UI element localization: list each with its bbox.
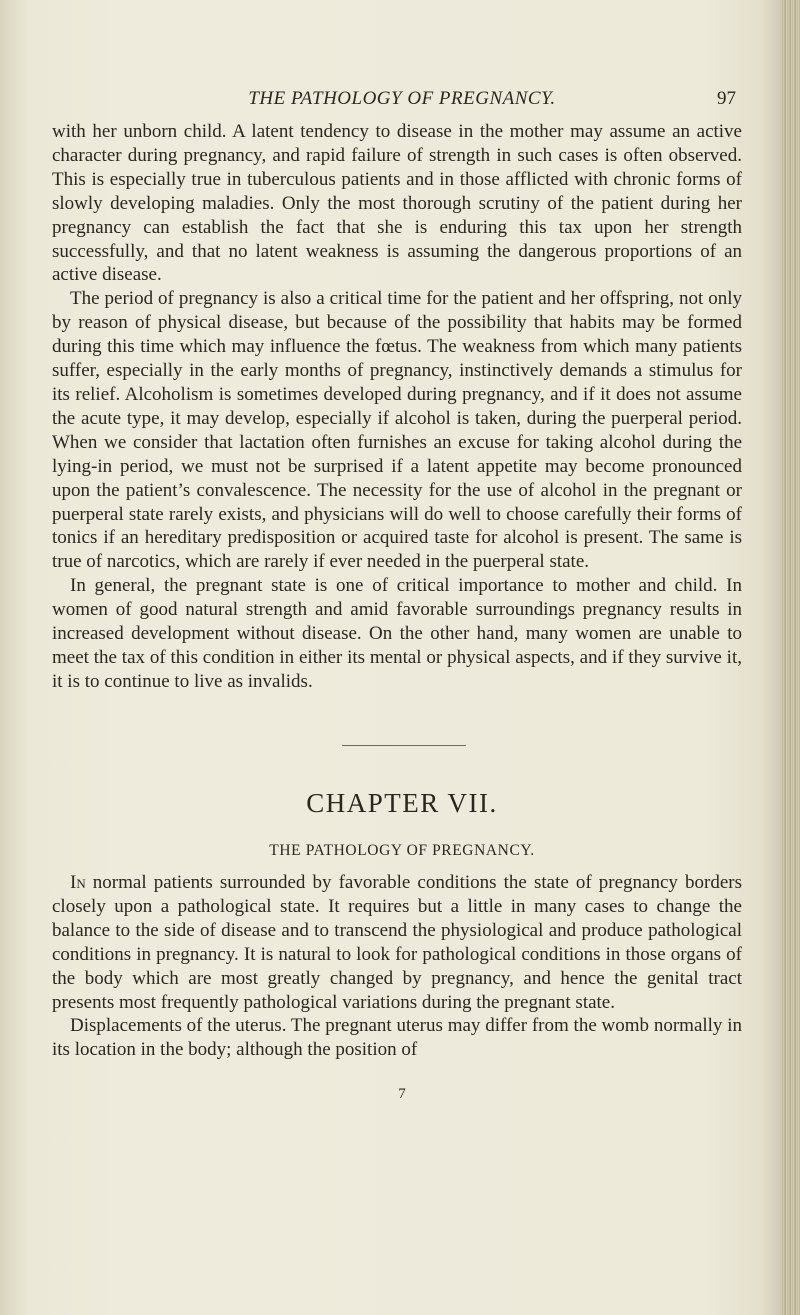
chapter-body-text (52, 871, 742, 1062)
page-number: 97 (717, 88, 736, 109)
paragraph-pregnancy-critical-time: The period of pregnancy is also a critical time for the patient and her offspring, not only by reason of physical disease, but because of the possibility that habits may be formed during this time which may influence the fœtus. The weakness from which many patients suffer, especially in the early months of pregnancy, instinctively demands a stimulus for its relief. Alcoholism is sometimes developed during pregnancy, and if it does not assume the acute type, it may develop, especially if alcohol is taken, during the puerperal period. When we consider that lactation often furnishes an excuse for taking alcohol during the lying-in period, we must not be surprised if a latent appetite may become pronounced upon the patient’s convalescence. The necessity for the use of alcohol in the pregnant or puerperal state rarely exists, and physicians will do well to choose carefully their forms of tonics if an hereditary predisposition or acquired taste for alcohol is present. The same is true of narcotics, which are rarely if ever needed in the puerperal state. (52, 288, 742, 573)
paragraph-continuation: with her unborn child. A latent tendency to disease in the mother may assume an active character during pregnancy, and rapid failure of strength in such cases is often observed. This is especially true in tuberculous patients and in those afflicted with chronic forms of slowly developing maladies. Only the most thorough scrutiny of the patient during her pregnancy can establish the fact that she is enduring this tax upon her strength successfully, and that no latent weakness is assuming the dangerous proportions of an active disease. (52, 121, 742, 286)
paragraph-general-importance: In general, the pregnant state is one of critical importance to mother and child. In women of good natural strength and amid favorable surroundings pregnancy results in increased development without disease. On the other hand, many women are unable to meet the tax of this condition in either its mental or physical aspects, and if they survive it, it is to continue to live as invalids. (52, 575, 742, 692)
book-binding-edge (782, 0, 800, 1315)
page-header (52, 88, 752, 114)
chapter-heading: CHAPTER VII. (306, 788, 498, 818)
chapter-first-paragraph (52, 871, 742, 1014)
signature-mark: 7 (398, 1086, 406, 1102)
chapter-first-word: In (70, 872, 86, 893)
section-divider-rule (342, 745, 466, 746)
chapter-second-paragraph: Displacements of the uterus. The pregnant uterus may differ from the womb normally in its location in the body; although the position of (52, 1015, 742, 1061)
running-head: THE PATHOLOGY OF PREGNANCY. (248, 88, 556, 109)
body-text (52, 120, 742, 694)
chapter-title: THE PATHOLOGY OF PREGNANCY. (269, 842, 535, 859)
chapter-first-paragraph-text: normal patients surrounded by favorable conditions the state of pregnancy borders closely upon a pathological state. It requires but a little in many cases to change the balance to the side of disease and to transcend the physiological and produce pathological conditions in pregnancy. It is natural to look for pathological conditions in those organs of the body which are most greatly changed by pregnancy, and hence the genital tract presents most frequently pathological variations during the pregnant state. (52, 872, 742, 1013)
